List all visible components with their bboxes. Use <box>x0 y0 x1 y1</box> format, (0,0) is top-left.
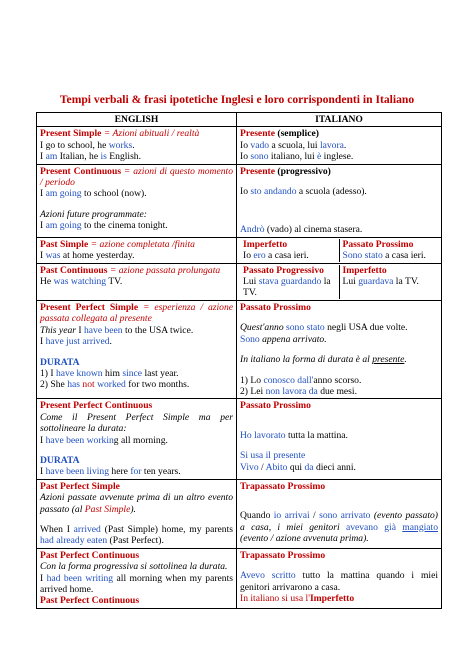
english-cell: Past Perfect Simple Azioni passate avvenute prima di un altro evento passato (al Past Simple). When I arrived (Past Simple) home, my parents had already eaten (Past Perfect). <box>37 479 237 548</box>
english-cell: Present Perfect Continuous Come il Present Perfect Simple ma per sottolineare la durata: I have been working all morning. DURATA I have been living here for ten years. <box>37 399 237 479</box>
document-title: Tempi verbali & frasi ipotetiche Inglesi e loro corrispondenti in Italiano <box>59 93 415 106</box>
table-row <box>37 263 442 300</box>
tenses-table <box>36 112 442 609</box>
italian-cell: Trapassato Prossimo Avevo scritto tutto la mattina quando i miei genitori arrivarono a casa. In italiano si usa l'Imperfetto <box>237 548 442 608</box>
italian-cell <box>237 237 442 263</box>
italian-cell: Passato Prossimo Quest'anno sono stato negli USA due volte. Sono appena arrivato. In italiano la forma di durata è al presente. 1) Lo conosco dall'anno scorso. 2) Lei non lavora da due mesi. <box>237 300 442 398</box>
table-row <box>37 300 442 398</box>
english-cell: Past Continuous = azione passata prolungata He was watching TV. <box>37 263 237 300</box>
italian-subcell: Passato Prossimo Sono stato a casa ieri. <box>339 239 439 262</box>
italian-cell <box>237 263 442 300</box>
english-cell: Past Perfect Continuous Con la forma progressiva si sottolinea la durata. I had been writing all morning when my parents arrived home. Past Perfect Continuous <box>37 548 237 608</box>
english-cell: Present Continuous = azioni di questo momento / periodo I am going to school (now). Azioni future programmate: I am going to the cinema tonight. <box>37 164 237 237</box>
table-row <box>37 399 442 479</box>
italian-cell: Presente (progressivo) Io sto andando a scuola (adesso). Andrò (vado) al cinema stasera. <box>237 164 442 237</box>
english-cell: Present Simple = Azioni abituali / realtà I go to school, he works. I am Italian, he is English. <box>37 127 237 164</box>
table-row <box>37 164 442 237</box>
italian-subcell: Imperfetto Io ero a casa ieri. <box>243 238 309 262</box>
table-row <box>37 237 442 263</box>
table-row <box>37 127 442 164</box>
italian-cell: Presente (semplice) Io vado a scuola, lui lavora. Io sono italiano, lui è inglese. <box>237 127 442 164</box>
table-row <box>37 479 442 548</box>
table-row <box>37 548 442 608</box>
italian-cell: Passato Prossimo Ho lavorato tutta la mattina. Si usa il presente Vivo / Abito qui da dieci anni. <box>237 399 442 479</box>
english-cell: Present Perfect Simple = esperienza / azione passata collegata al presente This year I have been to the USA twice. I have just arrived. DURATA 1) I have known him since last year. 2) She has not worked for two months. <box>37 300 237 398</box>
header-english: ENGLISH <box>37 113 237 127</box>
italian-subcell: Passato Progressivo Lui stava guardando la TV. <box>243 264 331 299</box>
table-header-row <box>37 113 442 127</box>
english-cell: Past Simple = azione completata /finita I was at home yesterday. <box>37 237 237 263</box>
header-italiano: ITALIANO <box>237 113 442 127</box>
italian-subcell: Imperfetto Lui guardava la TV. <box>339 265 439 299</box>
italian-cell: Trapassato Prossimo Quando io arrivai / sono arrivato (evento passato) a casa, i miei genitori avevano già mangiato (evento / azione avvenuta prima). <box>237 479 442 548</box>
